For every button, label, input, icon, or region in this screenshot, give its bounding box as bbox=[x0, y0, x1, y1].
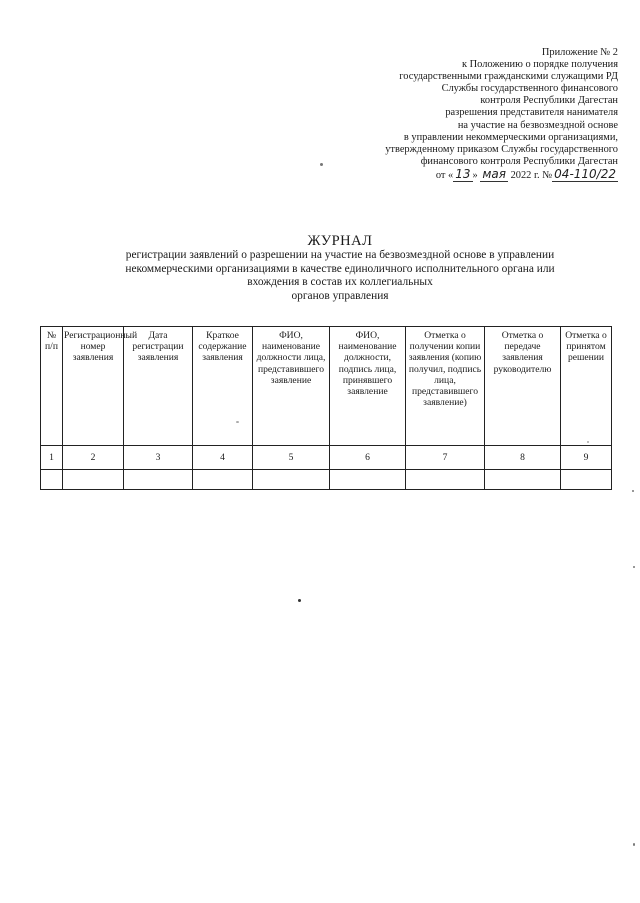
scan-speck bbox=[632, 490, 634, 492]
empty-cell bbox=[253, 470, 330, 490]
annex-line: государственными гражданскими служащими РД bbox=[399, 71, 618, 83]
annex-date-line bbox=[318, 168, 618, 182]
date-mid: » bbox=[472, 169, 478, 181]
header-cell-submitter: ФИО, наименование должности лица, представившего заявление bbox=[253, 327, 330, 446]
annex-line: в управлении некоммерческими организациями, bbox=[403, 131, 618, 143]
journal-table bbox=[40, 326, 612, 490]
column-number: 2 bbox=[63, 446, 124, 470]
subtitle-line: вхождения в состав их коллегиальных bbox=[247, 276, 433, 289]
subtitle-line: некоммерческими организациями в качестве единоличного исполнительного органа или bbox=[125, 262, 555, 275]
subtitle-line: регистрации заявлений о разрешении на участие на безвозмездной основе в управлении bbox=[125, 249, 555, 261]
empty-row bbox=[41, 470, 612, 490]
empty-cell bbox=[406, 470, 485, 490]
header-cell-reg-date: Дата регистрации заявления bbox=[124, 327, 193, 446]
journal-title-block bbox=[60, 233, 620, 303]
handwritten-day: 13 bbox=[455, 166, 471, 181]
journal-subtitle bbox=[60, 249, 620, 303]
handwritten-month: мая bbox=[482, 166, 506, 181]
empty-cell bbox=[330, 470, 406, 490]
date-prefix: от « bbox=[435, 169, 454, 181]
journal-title: ЖУРНАЛ bbox=[307, 233, 373, 249]
annex-line: разрешения представителя нанимателя bbox=[445, 107, 618, 119]
header-row bbox=[41, 327, 612, 446]
scan-speck bbox=[298, 599, 301, 602]
empty-cell bbox=[561, 470, 612, 490]
annex-line: Приложение № 2 bbox=[541, 47, 618, 58]
header-cell-decision: Отметка о принятом решении bbox=[561, 327, 612, 446]
header-cell-copy-receipt: Отметка о получении копии заявления (копию получил, подпись лица, представившего заявление) bbox=[406, 327, 485, 446]
annex-line: Службы государственного финансового bbox=[441, 83, 618, 95]
empty-cell bbox=[41, 470, 63, 490]
annex-line: утвержденному приказом Службы государственного bbox=[385, 143, 618, 155]
column-number: 7 bbox=[406, 446, 485, 470]
header-cell-transfer: Отметка о передаче заявления руководителю bbox=[485, 327, 561, 446]
annex-line: контроля Республики Дагестан bbox=[480, 95, 618, 107]
scan-speck bbox=[633, 566, 635, 568]
empty-cell bbox=[193, 470, 253, 490]
column-number: 4 bbox=[193, 446, 253, 470]
handwritten-number: 04-110/22 bbox=[554, 166, 616, 181]
empty-cell bbox=[124, 470, 193, 490]
column-number: 9 bbox=[561, 446, 612, 470]
scan-speck bbox=[236, 421, 239, 423]
column-number: 5 bbox=[253, 446, 330, 470]
header-cell-summary: Краткое содержание заявления bbox=[193, 327, 253, 446]
column-number: 8 bbox=[485, 446, 561, 470]
empty-cell bbox=[485, 470, 561, 490]
column-number: 1 bbox=[41, 446, 63, 470]
annex-header bbox=[318, 47, 618, 182]
header-cell-reg-number: Регистрационный номер заявления bbox=[63, 327, 124, 446]
column-number-row bbox=[41, 446, 612, 470]
annex-line: финансового контроля Республики Дагестан bbox=[420, 155, 618, 167]
scan-speck bbox=[320, 163, 323, 166]
date-year: 2022 г. № bbox=[510, 169, 553, 181]
column-number: 3 bbox=[124, 446, 193, 470]
empty-cell bbox=[63, 470, 124, 490]
annex-line: к Положению о порядке получения bbox=[461, 59, 618, 71]
column-number: 6 bbox=[330, 446, 406, 470]
annex-line: на участие на безвозмездной основе bbox=[457, 119, 618, 131]
header-cell-receiver: ФИО, наименование должности, подпись лица, принявшего заявление bbox=[330, 327, 406, 446]
scan-speck bbox=[633, 843, 635, 846]
subtitle-line: органов управления bbox=[291, 289, 389, 302]
header-cell-number: № п/п bbox=[41, 327, 63, 446]
scan-speck bbox=[587, 441, 589, 443]
